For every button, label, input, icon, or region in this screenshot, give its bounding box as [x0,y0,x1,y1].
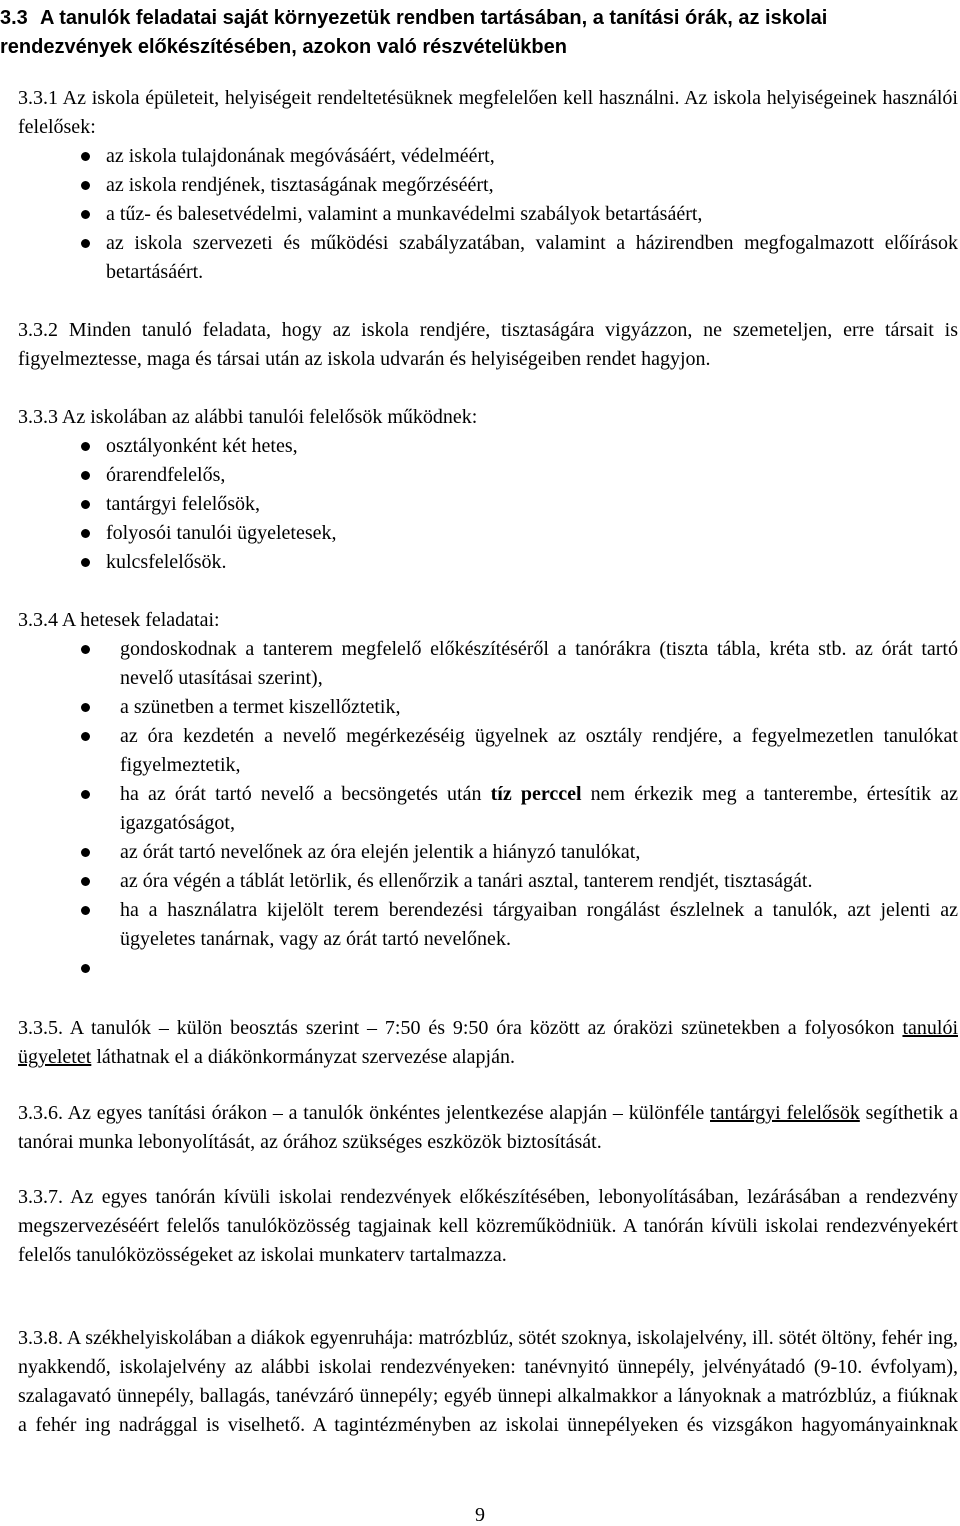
bullet-icon [81,790,90,799]
list-item: az óra kezdetén a nevelő megérkezéséig ügyelnek az osztály rendjére, a fegyelmezetlen tanulókat figyelmeztetik, [18,722,958,780]
list-item: tantárgyi felelősök, [18,490,958,519]
list-3-3-1 [18,142,958,287]
section-heading [0,4,958,62]
underlined-term: tanulói ügyeletet [18,1017,958,1068]
paragraph-3-3-3 [18,403,958,577]
list-item: a szünetben a termet kiszellőztetik, [18,693,958,722]
section-number: 3.3 [0,7,28,29]
list-item: az iskola rendjének, tisztaságának megőrzéséért, [18,171,958,200]
bullet-icon [81,152,90,161]
list-3-3-3 [18,432,958,577]
list-item: folyosói tanulói ügyeletesek, [18,519,958,548]
bullet-icon [81,181,90,190]
bullet-icon [81,848,90,857]
bullet-icon [81,906,90,915]
paragraph-3-3-6: 3.3.6. Az egyes tanítási órákon – a tanulók önkéntes jelentkezése alapján – különféle tantárgyi felelősök segíthetik a tanórai munka lebonyolítását, az órához szükséges eszközök biztosítását. [18,1102,959,1153]
paragraph-3-3-7: 3.3.7. Az egyes tanórán kívüli iskolai rendezvények előkészítésében, lebonyolításában, lezárásában a rendezvény megszervezéséért felelős tanulóközösség tagjainak kell közreműködniük. A tanórán kívüli iskolai rendezvényekért felelős tanulóközösségeket az iskolai munkaterv tartalmazza. [18,1186,958,1266]
bullet-icon [81,471,90,480]
list-item: ha a használatra kijelölt terem berendezési tárgyaiban rongálást észlelnek a tanulók, azt jelenti az ügyeletes tanárnak, vagy az órát tartó nevelőnek. [18,896,958,954]
bullet-icon [81,645,90,654]
list-item: osztályonként két hetes, [18,432,958,461]
paragraph-3-3-1-intro: 3.3.1 Az iskola épületeit, helyiségeit rendeltetésüknek megfelelően kell használni. Az iskola helyiségeinek használói felelősek: [18,87,958,138]
bullet-icon [81,732,90,741]
underlined-term: tantárgyi felelősök [710,1102,860,1124]
list-item-empty [18,954,958,983]
list-item: az iskola tulajdonának megóvásáért, védelméért, [18,142,958,171]
page-number: 9 [475,1504,485,1526]
paragraph-3-3-4 [18,606,958,983]
paragraph-3-3-8: 3.3.8. A székhelyiskolában a diákok egyenruhája: matrózblúz, sötét szoknya, iskolajelvény, ill. sötét öltöny, fehér ing, nyakkendő, iskolajelvény az alábbi iskolai rendezvényeken: tanévnyitó ünnepély, jelvényátadó (9-10. évfolyam), szalagavató ünnepély, ballagás, tanévzáró ünnepély; egyéb ünnepi alkalmakkor a lányoknak a matrózblúz, a fiúknak a fehér ing nadrággal is viselhető. A tagintézményben az iskolai ünnepélyeken és vizsgákon hagyományainknak [18,1327,958,1436]
bullet-icon [81,442,90,451]
list-3-3-4 [18,635,958,983]
bullet-icon [81,558,90,567]
list-item: ha az órát tartó nevelő a becsöngetés után tíz perccel nem érkezik meg a tanterembe, értesítik az igazgatóságot, [18,780,958,838]
bullet-icon [81,529,90,538]
bullet-icon [81,703,90,712]
paragraph-3-3-3-intro: 3.3.3 Az iskolában az alábbi tanulói felelősök működnek: [18,406,478,428]
section-title: A tanulók feladatai saját környezetük rendben tartásában, a tanítási órák, az iskolai rendezvények előkészítésében, azokon való részvételükben [0,7,828,58]
bullet-icon [81,964,90,973]
list-item: a tűz- és balesetvédelmi, valamint a munkavédelmi szabályok betartásáért, [18,200,958,229]
bullet-icon [81,500,90,509]
list-item: kulcsfelelősök. [18,548,958,577]
paragraph-3-3-4-intro: 3.3.4 A hetesek feladatai: [18,609,220,631]
bullet-icon [81,239,90,248]
list-item: az óra végén a táblát letörlik, és ellenőrzik a tanári asztal, tanterem rendjét, tisztaságát. [18,867,958,896]
paragraph-3-3-5: 3.3.5. A tanulók – külön beosztás szerint – 7:50 és 9:50 óra között az óraközi szünetekben a folyosókon tanulói ügyeletet láthatnak el a diákönkormányzat szervezése alapján. [18,1017,958,1068]
list-item: órarendfelelős, [18,461,958,490]
bullet-icon [81,877,90,886]
list-item: gondoskodnak a tanterem megfelelő előkészítéséről a tanórákra (tiszta tábla, kréta stb. az órát tartó nevelő utasításai szerint), [18,635,958,693]
paragraph-3-3-1 [18,84,958,287]
emphasis-text: tíz perccel [490,783,582,805]
paragraph-3-3-2: 3.3.2 Minden tanuló feladata, hogy az iskola rendjére, tisztaságára vigyázzon, ne szemeteljen, erre társait is figyelmeztesse, maga és társai után az iskola udvarán és helyiségeiben rendet hagyjon. [18,319,958,370]
list-item: az iskola szervezeti és működési szabályzatában, valamint a házirendben megfogalmazott előírások betartásáért. [18,229,958,287]
bullet-icon [81,210,90,219]
list-item: az órát tartó nevelőnek az óra elején jelentik a hiányzó tanulókat, [18,838,958,867]
